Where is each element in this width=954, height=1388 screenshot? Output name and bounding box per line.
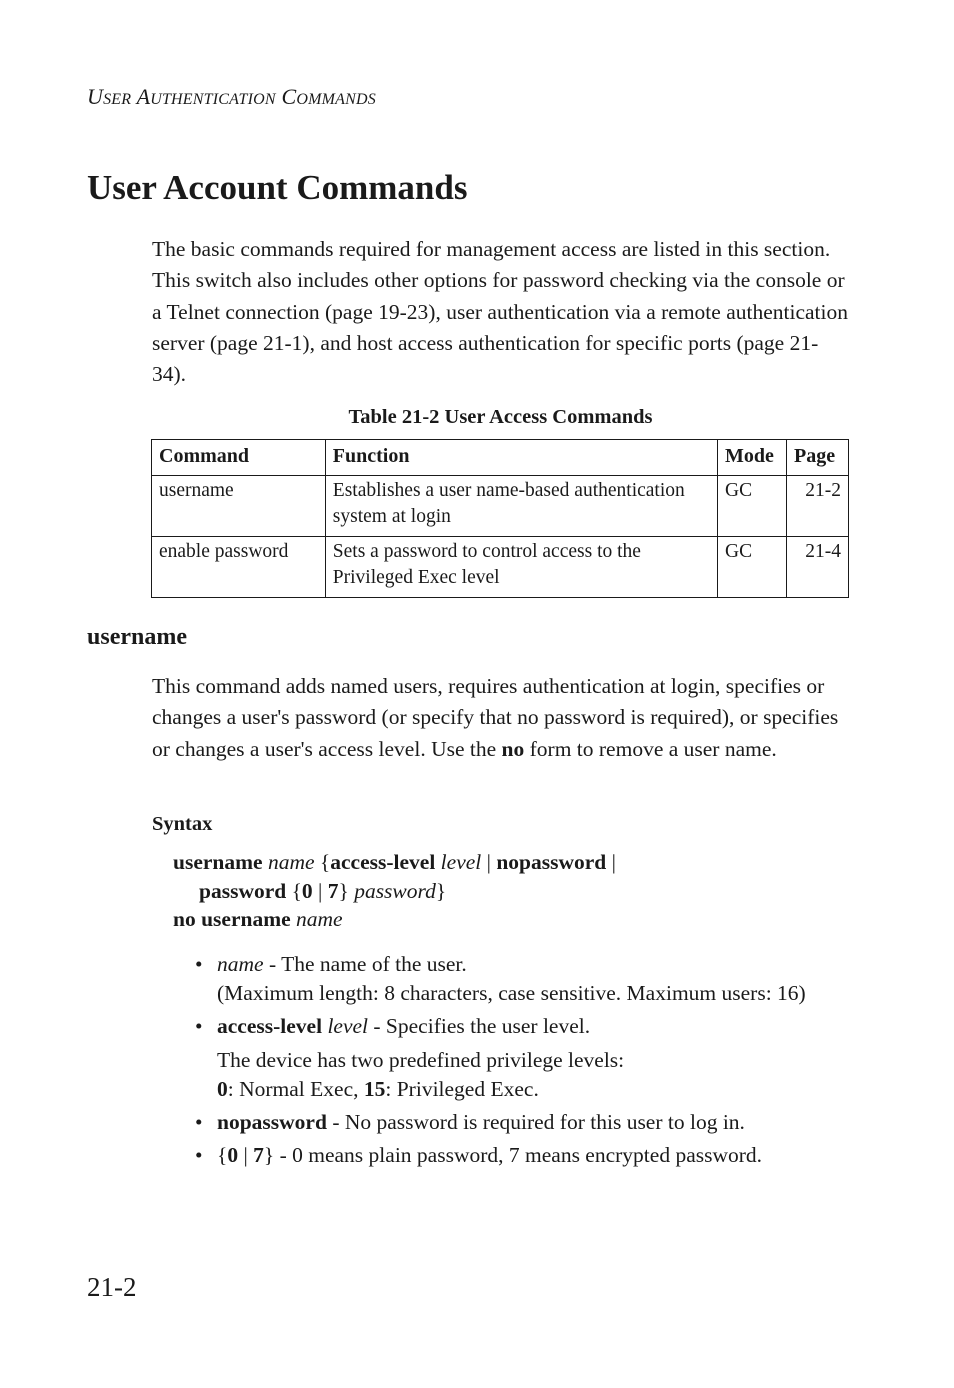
- table-row: [152, 537, 849, 598]
- table-cell-command: enable password: [152, 537, 326, 598]
- table-header-cell: Mode: [718, 440, 787, 476]
- table-header-cell: Function: [325, 440, 717, 476]
- list-item: • name - The name of the user. (Maximum length: 8 characters, case sensitive. Maximum users: 16): [195, 952, 806, 1005]
- intro-paragraph: The basic commands required for management access are listed in this section. This switch also includes other options for password checking via the console or a Telnet connection (page 19-23), user authentication via a remote authentication server (page 21-1), and host access authentication for specific ports (page 21-34).: [152, 237, 848, 387]
- table-cell-function: Sets a password to control access to the Privileged Exec level: [325, 537, 717, 598]
- user-access-commands-table: [151, 439, 849, 598]
- table-row: [152, 476, 849, 537]
- table-header-cell: Command: [152, 440, 326, 476]
- table-cell-function: Establishes a user name-based authentication system at login: [325, 476, 717, 537]
- syntax-line-2: password {0 | 7} password}: [199, 879, 447, 903]
- list-item: • access-level level - Specifies the user level. The device has two predefined privilege levels: 0: Normal Exec, 15: Privileged Exec.: [195, 1014, 625, 1101]
- parameter-list: [195, 950, 875, 1170]
- table-cell-mode: GC: [718, 537, 787, 598]
- page-title: User Account Commands: [87, 168, 468, 207]
- table-header-cell: Page: [787, 440, 849, 476]
- table-cell-page: 21-4: [787, 537, 849, 598]
- section-heading: username: [87, 624, 187, 650]
- table-header-row: [152, 440, 849, 476]
- list-item: • nopassword - No password is required for this user to log in.: [195, 1110, 745, 1134]
- table-cell-mode: GC: [718, 476, 787, 537]
- table-cell-command: username: [152, 476, 326, 537]
- command-description: This command adds named users, requires authentication at login, specifies or changes a user's password (or specify that no password is required), or specifies or changes a user's access level. Use the no form to remove a user name.: [152, 674, 839, 761]
- table-cell-page: 21-2: [787, 476, 849, 537]
- table-caption: Table 21-2 User Access Commands: [348, 406, 653, 428]
- syntax-line-1: username name {access-level level | nopassword |: [173, 850, 616, 874]
- page-number: 21-2: [87, 1272, 137, 1302]
- running-head: USER AUTHENTICATION COMMANDS: [87, 84, 376, 109]
- list-item: • {0 | 7} - 0 means plain password, 7 means encrypted password.: [195, 1143, 763, 1167]
- syntax-line-3: no username name: [173, 907, 343, 931]
- syntax-label: Syntax: [152, 813, 213, 835]
